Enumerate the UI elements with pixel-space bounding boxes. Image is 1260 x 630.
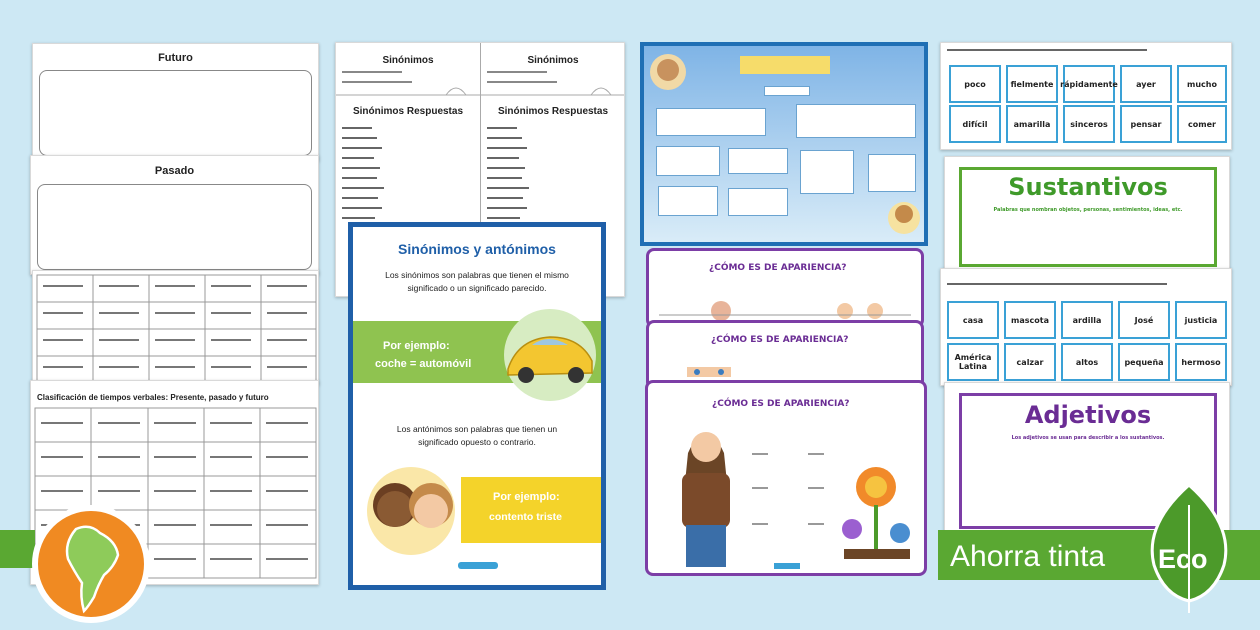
past-box: [37, 184, 312, 270]
word-grid-bottom-sheet: [940, 268, 1232, 386]
word-card: ayer: [1120, 65, 1172, 103]
example1-label: Por ejemplo:: [383, 340, 450, 352]
word-card: casa: [947, 301, 999, 339]
word-grid-top-instruction: [947, 49, 1147, 51]
word-card: hermoso: [1175, 343, 1227, 381]
example2-band: [461, 477, 601, 543]
synonyms-col2-answers-title: Sinónimos Respuestas: [497, 106, 609, 117]
mindmap-portraits: [644, 46, 924, 242]
appearance-card-3: [645, 380, 927, 576]
word-card: rápidamente: [1063, 65, 1115, 103]
south-america-badge: [32, 505, 150, 623]
car-illustration: [488, 303, 601, 403]
word-card: pequeña: [1118, 343, 1170, 381]
word-card: difícil: [949, 105, 1001, 143]
past-title: Pasado: [154, 165, 195, 177]
eco-ribbon-label: Ahorra tinta: [950, 540, 1106, 573]
antonyms-definition: Los antónimos son palabras que tienen un significado opuesto o contrario.: [396, 424, 558, 447]
word-card: amarilla: [1006, 105, 1058, 143]
word-card: altos: [1061, 343, 1113, 381]
word-grid-bottom-instruction: [947, 283, 1167, 285]
worksheet-past: [30, 155, 319, 275]
eco-leaf-label: Eco: [1158, 544, 1208, 574]
poster-sustantivos: [944, 156, 1230, 272]
appearance-card-1: [646, 248, 924, 328]
classification-title: Clasificación de tiempos verbales: Presente, pasado y futuro: [37, 393, 269, 402]
word-card: comer: [1177, 105, 1227, 143]
word-card: ardilla: [1061, 301, 1113, 339]
word-card: justicia: [1175, 301, 1227, 339]
example1-text: coche = automóvil: [375, 358, 472, 370]
sustantivos-subtitle: Palabras que nombran objetos, personas, sentimientos, ideas, etc.: [993, 207, 1183, 213]
poster-inner: [353, 227, 601, 585]
appearance-card-3-art: [648, 383, 924, 573]
poster-mindmap: [640, 42, 928, 246]
synonyms-col1-answers-title: Sinónimos Respuestas: [352, 106, 464, 117]
worksheet-future: [32, 43, 319, 161]
south-america-icon: [38, 511, 144, 617]
children-illustration: [361, 455, 471, 555]
poster-synonyms-antonyms: [348, 222, 606, 590]
example2-label: Por ejemplo:: [493, 491, 560, 503]
word-card: calzar: [1004, 343, 1056, 381]
adjetivos-title: Adjetivos: [1024, 401, 1152, 429]
synonyms-col2-title: Sinónimos: [527, 55, 579, 66]
example2-text: contento triste: [489, 511, 562, 523]
word-card: poco: [949, 65, 1001, 103]
poster-title: Sinónimos y antónimos: [398, 241, 556, 257]
adjetivos-subtitle: Los adjetivos se usan para describir a los sustantivos.: [1011, 435, 1165, 441]
poster-logo: [458, 562, 498, 569]
appearance-card-3-title: ¿CÓMO ES DE APARIENCIA?: [712, 399, 850, 409]
synonyms-col1-title: Sinónimos: [382, 55, 434, 66]
synonyms-definition: Los sinónimos son palabras que tienen el mismo significado o un significado parecido.: [385, 270, 569, 293]
word-card: América Latina: [947, 343, 999, 381]
word-card: sinceros: [1063, 105, 1115, 143]
word-card: José: [1118, 301, 1170, 339]
word-grid-top-sheet: [940, 42, 1232, 150]
word-card: mascota: [1004, 301, 1056, 339]
appearance-card-2-title: ¿CÓMO ES DE APARIENCIA?: [711, 335, 849, 345]
mindmap-inner: [644, 46, 924, 242]
future-title: Futuro: [158, 52, 193, 64]
worksheet-verb-cards: [32, 270, 319, 385]
word-card: mucho: [1177, 65, 1227, 103]
future-box: [39, 70, 312, 156]
sustantivos-title: Sustantivos: [1008, 173, 1168, 201]
appearance-card-1-title: ¿CÓMO ES DE APARIENCIA?: [709, 263, 847, 273]
card-grid: [33, 271, 319, 385]
bottom-green-band-left: [0, 530, 35, 568]
word-card: pensar: [1120, 105, 1172, 143]
word-card: fielmente: [1006, 65, 1058, 103]
